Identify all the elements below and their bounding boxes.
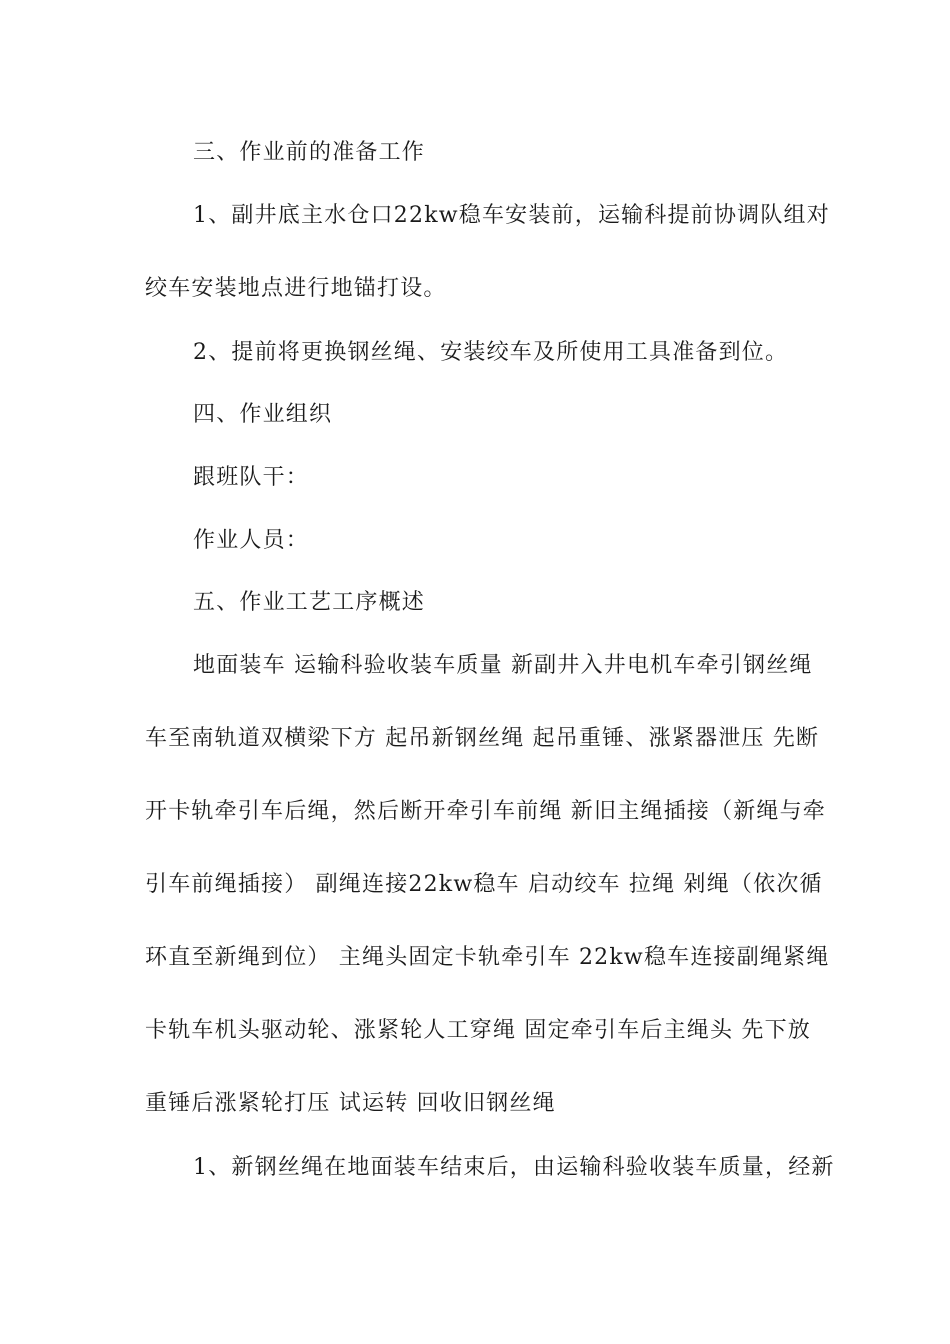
field-label-leader: 跟班队干： <box>193 465 310 490</box>
paragraph-line: 卡轨车机头驱动轮、涨紧轮人工穿绳 固定牵引车后主绳头 先下放 <box>145 1018 811 1043</box>
paragraph-line: 地面装车 运输科验收装车质量 新副井入井电机车牵引钢丝绳 <box>193 653 813 678</box>
paragraph-line: 1、副井底主水仓口22kw稳车安装前，运输科提前协调队组对 <box>193 203 830 228</box>
paragraph-line: 开卡轨牵引车后绳，然后断开牵引车前绳 新旧主绳插接（新绳与牵 <box>145 799 826 824</box>
paragraph-line: 2、提前将更换钢丝绳、安装绞车及所使用工具准备到位。 <box>193 340 789 365</box>
paragraph-line: 重锤后涨紧轮打压 试运转 回收旧钢丝绳 <box>145 1091 556 1116</box>
section-heading-4: 四、作业组织 <box>193 402 333 427</box>
section-heading-3: 三、作业前的准备工作 <box>193 140 426 165</box>
paragraph-line: 车至南轨道双横梁下方 起吊新钢丝绳 起吊重锤、涨紧器泄压 先断 <box>145 726 820 751</box>
section-heading-5: 五、作业工艺工序概述 <box>193 590 426 615</box>
paragraph-line: 1、新钢丝绳在地面装车结束后，由运输科验收装车质量，经新 <box>193 1155 835 1180</box>
field-label-workers: 作业人员： <box>193 528 310 553</box>
paragraph-line: 引车前绳插接） 副绳连接22kw稳车 启动绞车 拉绳 剁绳（依次循 <box>145 872 823 897</box>
paragraph-line: 绞车安装地点进行地锚打设。 <box>145 276 447 301</box>
paragraph-line: 环直至新绳到位） 主绳头固定卡轨牵引车 22kw稳车连接副绳紧绳 <box>145 945 830 970</box>
